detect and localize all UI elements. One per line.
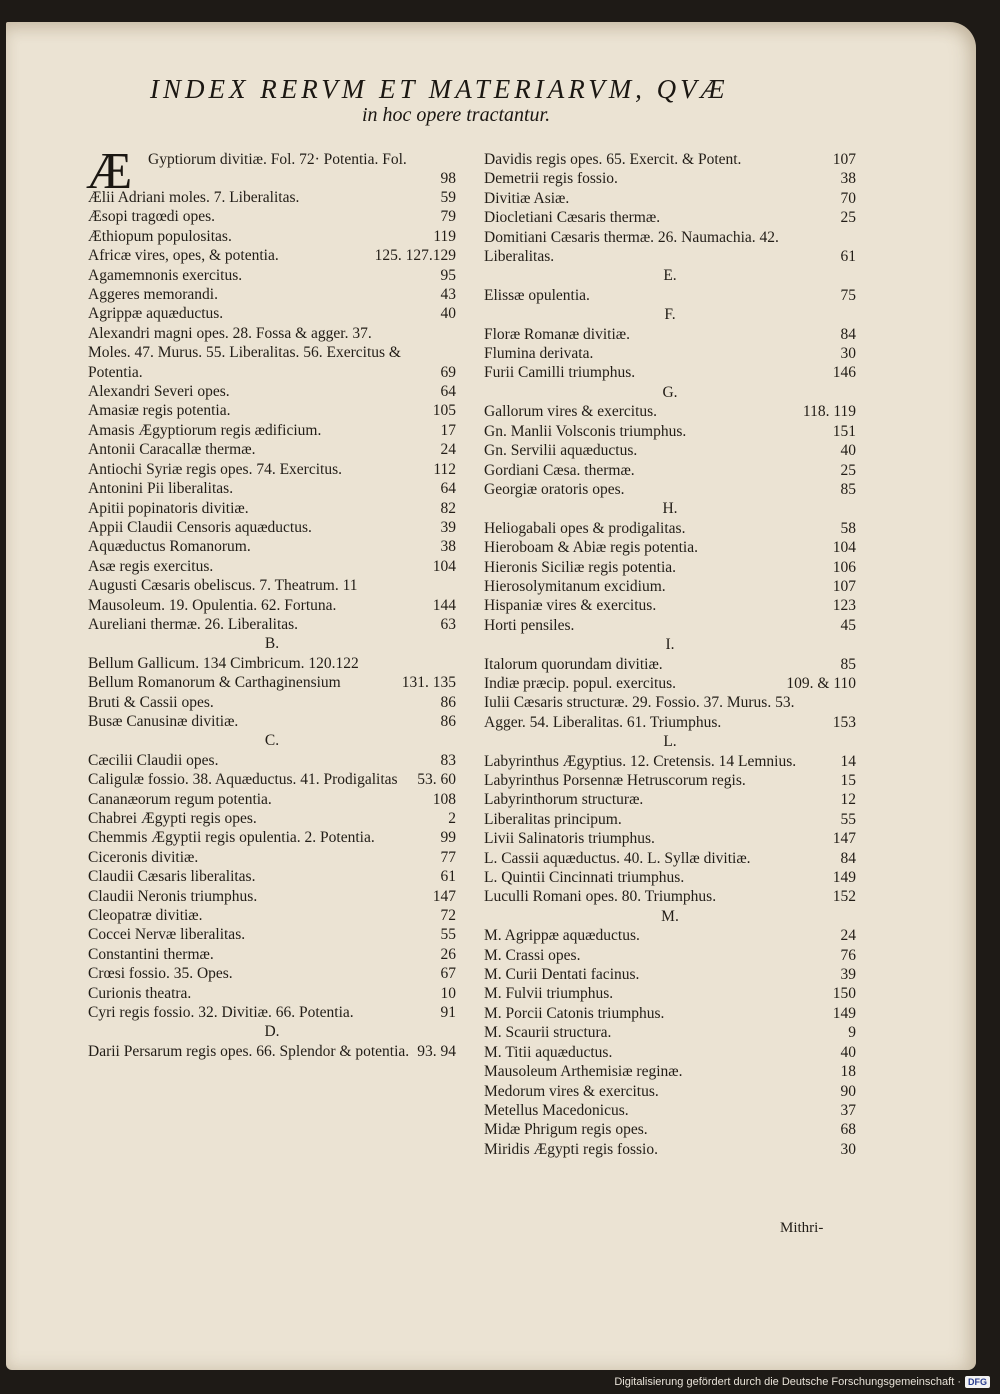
entry-text: Chabrei Ægypti regis opes. <box>88 810 257 827</box>
entry-page: 58 <box>840 519 856 537</box>
index-entry <box>484 596 856 615</box>
index-entry <box>484 887 856 906</box>
entry-page: 85 <box>840 480 856 498</box>
index-entry <box>88 712 456 731</box>
entry-text: Alexandri Severi opes. <box>88 383 230 401</box>
entry-text: M. Titii aquæductus. <box>484 1043 613 1061</box>
entry-text: Ælii Adriani moles. 7. Liberalitas. <box>88 189 300 206</box>
section-letter: B. <box>264 635 280 653</box>
entry-text: M. Porcii Catonis triumphus. <box>484 1004 665 1022</box>
entry-text: Gordiani Cæsa. thermæ. <box>484 461 635 479</box>
entry-page: 18 <box>840 1063 856 1081</box>
entry-page: 14 <box>840 752 856 770</box>
entry-page: 123 <box>832 597 856 615</box>
index-entry <box>88 693 456 712</box>
index-entry <box>88 557 456 576</box>
index-column-right <box>484 150 856 1159</box>
entry-page: 77 <box>440 848 456 866</box>
index-title: INDEX RERVM ET MATERIARVM, QVÆ <box>150 74 729 104</box>
entry-text: Coccei Nervæ liberalitas. <box>88 926 246 944</box>
entry-text: Claudii Cæsaris liberalitas. <box>88 868 256 886</box>
entry-text: Agrippæ aquæductus. <box>88 305 224 323</box>
index-entry <box>88 499 456 518</box>
dfg-logo: DFG <box>965 1376 990 1388</box>
credit-text: Digitalisierung gefördert durch die Deutsche Forschungsgemeinschaft · <box>614 1376 961 1388</box>
index-entry <box>484 868 856 887</box>
entry-text: Hierosolymitanum excidium. <box>484 577 666 595</box>
entry-page: 67 <box>440 965 456 983</box>
index-entry <box>484 1120 856 1139</box>
entry-text: Æthiopum populositas. <box>88 227 232 245</box>
entry-text: Claudii Neronis triumphus. <box>88 887 258 905</box>
index-entry <box>88 266 456 285</box>
entry-text: Cyri regis fossio. 32. Divitiæ. 66. Potentia. <box>88 1004 354 1022</box>
entry-text: Ciceronis divitiæ. <box>88 848 199 866</box>
entry-page: 25 <box>840 461 856 479</box>
entry-page: 59 <box>440 189 456 206</box>
entry-page: 64 <box>440 383 456 401</box>
index-entry <box>484 208 856 227</box>
entry-page: 75 <box>840 286 856 304</box>
index-entry <box>484 1082 856 1101</box>
entry-page: 91 <box>440 1004 456 1022</box>
entry-page: 108 <box>432 790 456 808</box>
index-entry <box>484 228 856 267</box>
index-entry <box>484 402 856 421</box>
section-letter: L. <box>663 733 677 751</box>
entry-page: 86 <box>440 712 456 730</box>
index-entry <box>484 519 856 538</box>
entry-page: 147 <box>832 830 856 848</box>
index-entry <box>484 1004 856 1023</box>
index-entry <box>88 790 456 809</box>
entry-text: Georgiæ oratoris opes. <box>484 480 625 498</box>
entry-text: Italorum quorundam divitiæ. <box>484 655 663 673</box>
entry-page: 83 <box>440 751 456 769</box>
entry-text: Iulii Cæsaris structuræ. 29. Fossio. 37. Murus. 53. Agger. 54. Liberalitas. 61. Triumphus. <box>484 694 795 731</box>
entry-text: Livii Salinatoris triumphus. <box>484 830 655 848</box>
index-entry <box>484 984 856 1003</box>
entry-text: Medorum vires & exercitus. <box>484 1082 659 1100</box>
entry-text: Gn. Servilii aquæductus. <box>484 442 638 460</box>
entry-text: Antonini Pii liberalitas. <box>88 480 234 498</box>
index-entry <box>484 771 856 790</box>
entry-page: 61 <box>440 868 456 886</box>
entry-page: 10 <box>440 984 456 1002</box>
index-entry <box>88 460 456 479</box>
section-letter: M. <box>661 907 679 925</box>
index-entry <box>88 1042 456 1061</box>
entry-page: 146 <box>832 364 856 382</box>
entry-page: 12 <box>840 791 856 809</box>
entry-page: 2 <box>448 810 456 827</box>
index-entry <box>484 422 856 441</box>
entry-page: 112 <box>433 460 456 478</box>
index-entry <box>484 577 856 596</box>
index-entry <box>88 421 456 440</box>
index-entry <box>88 479 456 498</box>
entry-text: Bruti & Cassii opes. <box>88 693 214 711</box>
index-entry <box>88 925 456 944</box>
entry-page: 37 <box>840 1101 856 1119</box>
section-letter: G. <box>662 383 678 401</box>
index-entry <box>88 285 456 304</box>
entry-page: 147 <box>432 887 456 905</box>
entry-page: 39 <box>840 966 856 984</box>
entry-text: Aureliani thermæ. 26. Liberalitas. <box>88 615 299 633</box>
entry-page: 149 <box>832 869 856 887</box>
index-entry <box>484 926 856 945</box>
index-entry <box>484 344 856 363</box>
entry-page: 95 <box>440 266 456 284</box>
entry-text: Asæ regis exercitus. <box>88 557 214 575</box>
entry-page: 144 <box>432 596 456 614</box>
entry-page: 24 <box>840 927 856 945</box>
entry-text: Horti pensiles. <box>484 616 575 634</box>
entry-page: 69 <box>440 363 456 381</box>
entry-text: Bellum Romanorum & Carthaginensium <box>88 674 341 692</box>
index-entry <box>88 673 456 692</box>
index-entry <box>88 227 456 246</box>
entry-text: Busæ Canusinæ divitiæ. <box>88 712 239 730</box>
entry-text: Aquæductus Romanorum. <box>88 538 251 556</box>
entry-page: 55 <box>840 810 856 828</box>
entry-text: Appii Claudii Censoris aquæductus. <box>88 518 312 536</box>
entry-page: 98 <box>440 169 456 187</box>
index-entry <box>88 751 456 770</box>
entry-page: 39 <box>440 518 456 536</box>
entry-page: 40 <box>440 305 456 323</box>
entry-page: 53. 60 <box>417 771 456 789</box>
index-entry <box>88 906 456 925</box>
entry-text: Diocletiani Cæsaris thermæ. <box>484 209 661 227</box>
entry-text: Floræ Romanæ divitiæ. <box>484 325 630 343</box>
section-letter: H. <box>662 500 678 518</box>
entry-text: Indiæ præcip. popul. exercitus. <box>484 674 676 692</box>
entry-text: Alexandri magni opes. 28. Fossa & agger. 37. Moles. 47. Murus. 55. Liberalitas. 56. Exercitus & Potentia. <box>88 324 401 381</box>
entry-page: 63 <box>440 615 456 633</box>
index-entry <box>88 615 456 634</box>
index-entry <box>484 325 856 344</box>
entry-text: Antonii Caracallæ thermæ. <box>88 441 256 459</box>
entry-text: Metellus Macedonicus. <box>484 1101 629 1119</box>
index-entry <box>88 188 456 207</box>
entry-text: Domitiani Cæsaris thermæ. 26. Naumachia. 42. Liberalitas. <box>484 228 779 266</box>
index-entry <box>484 1140 856 1159</box>
index-entry <box>88 440 456 459</box>
index-entry <box>88 324 456 382</box>
entry-page: 106 <box>832 558 856 576</box>
entry-page: 90 <box>840 1082 856 1100</box>
index-entry <box>88 770 456 789</box>
entry-page: 76 <box>840 946 856 964</box>
index-entry <box>88 246 456 265</box>
entry-page: 84 <box>840 849 856 867</box>
index-entry <box>88 537 456 556</box>
index-entry <box>484 849 856 868</box>
entry-page: 40 <box>840 442 856 460</box>
entry-text: Africæ vires, opes, & potentia. <box>88 247 279 265</box>
index-entry <box>484 169 856 188</box>
entry-page: 64 <box>440 480 456 498</box>
entry-text: M. Agrippæ aquæductus. <box>484 927 640 945</box>
entry-page: 93. 94 <box>417 1042 456 1060</box>
index-entry <box>88 945 456 964</box>
index-entry <box>484 752 856 771</box>
index-entry <box>88 401 456 420</box>
entry-text: Cananæorum regum potentia. <box>88 790 272 808</box>
index-entry <box>484 363 856 382</box>
entry-page: 109. & 110 <box>786 674 856 692</box>
entry-text: Hieroboam & Abiæ regis potentia. <box>484 539 698 557</box>
index-entry <box>484 655 856 674</box>
drop-cap: Æ <box>86 143 133 200</box>
index-subtitle: in hoc opere tractantur. <box>362 104 551 126</box>
entry-page: 104 <box>432 557 456 575</box>
entry-text: Caligulæ fossio. 38. Aquæductus. 41. Prodigalitas <box>88 771 398 789</box>
index-entry <box>88 654 456 673</box>
entry-text: Liberalitas principum. <box>484 810 622 828</box>
index-column-left <box>86 143 456 1061</box>
index-entry <box>484 558 856 577</box>
index-entry <box>484 538 856 557</box>
index-entry <box>484 693 856 732</box>
entry-text: Gn. Manlii Volsconis triumphus. <box>484 422 687 440</box>
entry-text: Davidis regis opes. 65. Exercit. & Potent. <box>484 151 742 168</box>
entry-page: 85 <box>840 655 856 673</box>
entry-page: 30 <box>840 345 856 363</box>
index-entry <box>484 810 856 829</box>
entry-page: 70 <box>840 189 856 207</box>
entry-page: 131. 135 <box>401 674 456 692</box>
entry-text: Furii Camilli triumphus. <box>484 364 636 382</box>
entry-text: Bellum Gallicum. 134 Cimbricum. 120.122 <box>88 654 359 672</box>
entry-page: 104 <box>832 539 856 557</box>
entry-page: 61 <box>840 248 856 266</box>
index-entry <box>484 1043 856 1062</box>
index-entry <box>484 946 856 965</box>
index-entry <box>484 480 856 499</box>
index-entry <box>484 829 856 848</box>
entry-text: Gallorum vires & exercitus. <box>484 403 658 421</box>
entry-text: Amasis Ægyptiorum regis ædificium. <box>88 421 322 439</box>
entry-text: Agamemnonis exercitus. <box>88 266 243 284</box>
entry-text: M. Fulvii triumphus. <box>484 985 614 1003</box>
entry-page: 79 <box>440 208 456 226</box>
index-entry <box>88 828 456 847</box>
index-entry <box>484 189 856 208</box>
entry-page: 26 <box>440 945 456 963</box>
entry-page: 24 <box>440 441 456 459</box>
index-entry <box>88 887 456 906</box>
catchword: Mithri- <box>780 1220 824 1236</box>
entry-text: Hispaniæ vires & exercitus. <box>484 597 657 615</box>
index-entry <box>484 965 856 984</box>
index-entry <box>484 286 856 305</box>
entry-text: Hieronis Siciliæ regis potentia. <box>484 558 677 576</box>
entry-text: Labyrinthus Porsennæ Hetruscorum regis. <box>484 772 746 789</box>
entry-page: 150 <box>832 985 856 1003</box>
section-letter: C. <box>264 732 280 750</box>
entry-text: Miridis Ægypti regis fossio. <box>484 1140 658 1158</box>
index-entry <box>484 441 856 460</box>
entry-page: 151 <box>832 422 856 440</box>
entry-text: Labyrinthus Ægyptius. 12. Cretensis. 14 Lemnius. <box>484 752 797 770</box>
entry-page: 125. 127.129 <box>374 247 456 265</box>
entry-page: 118. 119 <box>802 403 856 421</box>
entry-text: Midæ Phrigum regis opes. <box>484 1121 648 1139</box>
index-entry <box>88 382 456 401</box>
entry-page: 9 <box>848 1024 856 1042</box>
index-entry <box>484 461 856 480</box>
entry-page: 25 <box>840 209 856 227</box>
entry-text: Mausoleum Arthemisiæ reginæ. <box>484 1063 683 1081</box>
entry-text: Æsopi tragœdi opes. <box>88 208 216 226</box>
entry-text: Aggeres memorandi. <box>88 286 218 304</box>
index-entry <box>88 304 456 323</box>
index-entry <box>88 964 456 983</box>
entry-page: 99 <box>440 829 456 847</box>
entry-page: 40 <box>840 1043 856 1061</box>
entry-page: 17 <box>440 421 456 439</box>
entry-text: M. Scaurii structura. <box>484 1024 612 1042</box>
index-entry <box>88 984 456 1003</box>
entry-text: Curionis theatra. <box>88 984 192 1002</box>
entry-text: Amasiæ regis potentia. <box>88 402 231 420</box>
entry-page: 45 <box>840 616 856 634</box>
entry-page: 43 <box>440 286 456 304</box>
section-letter: I. <box>665 636 675 654</box>
section-letter: F. <box>664 306 676 324</box>
entry-text: L. Quintii Cincinnati triumphus. <box>484 869 685 887</box>
index-entry <box>88 848 456 867</box>
index-entry <box>484 150 856 169</box>
entry-page: 72 <box>440 907 456 925</box>
index-entry <box>88 576 456 615</box>
entry-text: Chemmis Ægyptii regis opulentia. 2. Potentia. <box>88 829 375 847</box>
entry-text: Flumina derivata. <box>484 345 594 363</box>
entry-page: 105 <box>432 402 456 420</box>
entry-text: Demetrii regis fossio. <box>484 170 618 188</box>
entry-text: Elissæ opulentia. <box>484 286 590 304</box>
entry-page: 119 <box>433 227 456 245</box>
index-entry <box>88 518 456 537</box>
index-entry <box>88 207 456 226</box>
index-entry <box>88 867 456 886</box>
entry-text: L. Cassii aquæductus. 40. L. Syllæ divitiæ. <box>484 849 751 867</box>
entry-page: 107 <box>832 151 856 168</box>
entry-page: 152 <box>832 888 856 906</box>
entry-page: 107 <box>832 577 856 595</box>
index-entry <box>484 616 856 635</box>
entry-page: 15 <box>840 772 856 789</box>
entry-text: Antiochi Syriæ regis opes. 74. Exercitus. <box>88 460 342 478</box>
entry-text: Divitiæ Asiæ. <box>484 189 570 207</box>
entry-text: Labyrinthorum structuræ. <box>484 791 644 809</box>
section-letter: E. <box>663 267 677 285</box>
entry-text: Luculli Romani opes. 80. Triumphus. <box>484 888 717 906</box>
entry-page: 30 <box>840 1140 856 1158</box>
index-entry <box>484 790 856 809</box>
entry-page: 55 <box>440 926 456 944</box>
section-letter: D. <box>264 1023 280 1041</box>
entry-text: Crœsi fossio. 35. Opes. <box>88 965 233 983</box>
entry-page: 38 <box>840 170 856 188</box>
entry-page: 38 <box>440 538 456 556</box>
entry-page: 149 <box>832 1004 856 1022</box>
index-entry <box>484 1101 856 1120</box>
entry-text: Constantini thermæ. <box>88 945 214 963</box>
entry-text: Heliogabali opes & prodigalitas. <box>484 519 686 537</box>
entry-text: Apitii popinatoris divitiæ. <box>88 499 249 517</box>
entry-page: 82 <box>440 499 456 517</box>
entry-page: 153 <box>832 713 856 731</box>
entry-text: Gyptiorum divitiæ. Fol. 72· Potentia. Fol. <box>148 151 407 168</box>
index-entry <box>88 150 456 188</box>
index-entry <box>484 674 856 693</box>
entry-text: M. Crassi opes. <box>484 946 581 964</box>
entry-page: 84 <box>840 325 856 343</box>
index-entry <box>88 809 456 828</box>
entry-text: Darii Persarum regis opes. 66. Splendor & potentia. <box>88 1042 410 1060</box>
entry-text: M. Curii Dentati facinus. <box>484 966 640 984</box>
entry-text: Cæcilii Claudii opes. <box>88 751 219 769</box>
entry-page: 86 <box>440 693 456 711</box>
digitization-credit <box>614 1376 990 1388</box>
entry-text: Augusti Cæsaris obeliscus. 7. Theatrum. 11 Mausoleum. 19. Opulentia. 62. Fortuna. <box>88 577 358 614</box>
entry-text: Cleopatræ divitiæ. <box>88 907 203 925</box>
index-entry <box>484 1062 856 1081</box>
index-entry <box>484 1023 856 1042</box>
entry-page: 68 <box>840 1121 856 1139</box>
index-entry <box>88 1003 456 1022</box>
